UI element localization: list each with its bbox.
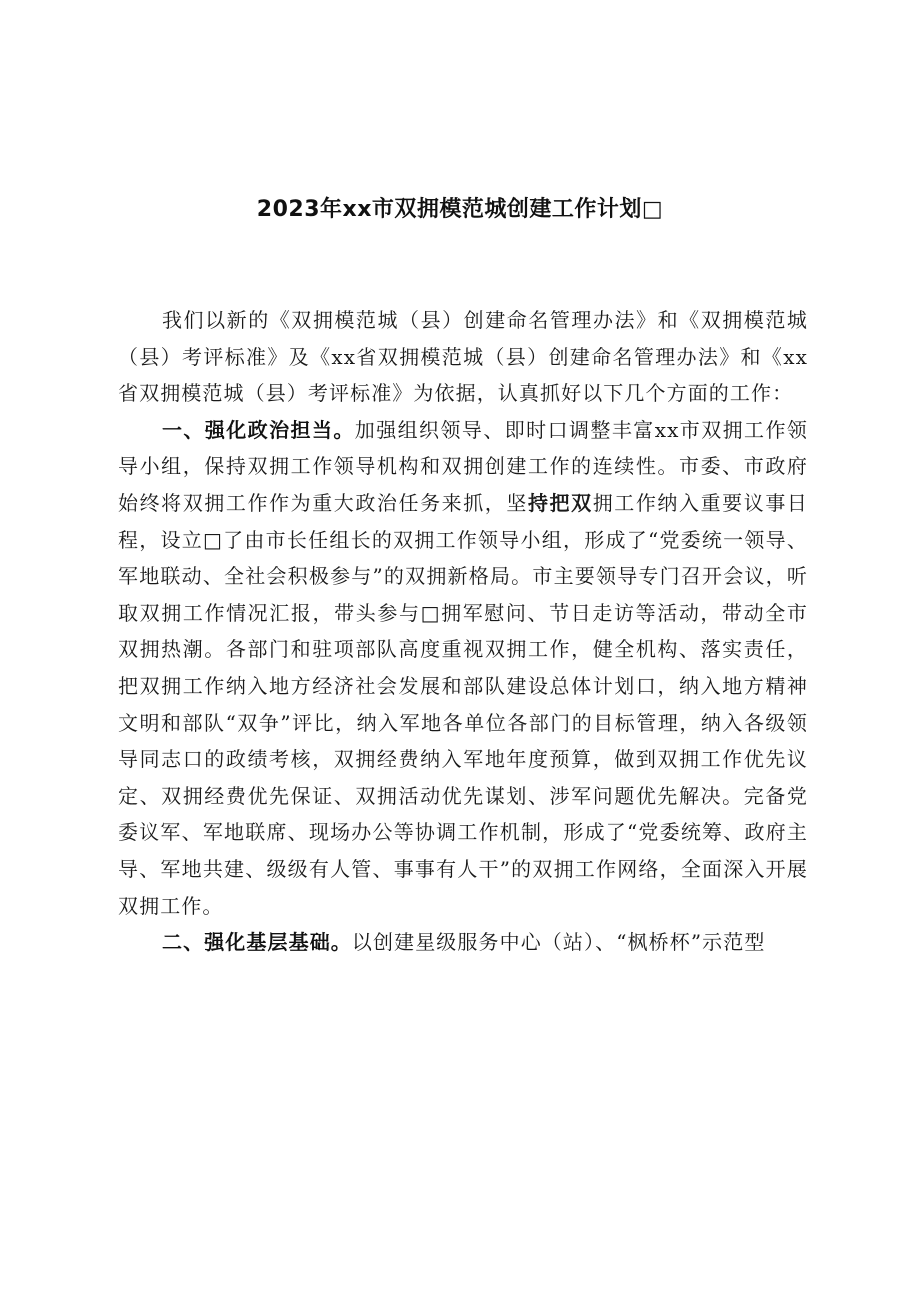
document-body: [118, 302, 808, 961]
intro-paragraph: 我们以新的《双拥模范城（县）创建命名管理办法》和《双拥模范城（县）考评标准》及《xx省双拥模范城（县）创建命名管理办法》和《xx省双拥模范城（县）考评标准》为依据，认真抓好以下几个方面的工作：: [118, 308, 808, 406]
section-1-text-b: 拥工作纳入重要议事日程，设立□了由市长任组长的双拥工作领导小组，形成了“党委统一领导、军地联动、全社会积极参与”的双拥新格局。市主要领导专门召开会议，听取双拥工作情况汇报，带头参与□拥军慰问、节日走访等活动，带动全市双拥热潮。各部门和驻项部队高度重视双拥工作，健全机构、落实责任，把双拥工作纳入地方经济社会发展和部队建设总体计划口，纳入地方精神文明和部队“双争”评比，纳入军地各单位各部门的目标管理，纳入各级领导同志口的政绩考核，双拥经费纳入军地年度预算，做到双拥工作优先议定、双拥经费优先保证、双拥活动优先谋划、涉军问题优先解决。完备党委议军、军地联席、现场办公等协调工作机制，形成了“党委统筹、政府主导、军地共建、级级有人管、事事有人干”的双拥工作网络，全面深入开展双拥工作。: [118, 490, 808, 918]
section-1-text-a: 加强组织领导、即时口调整丰富xx市双拥工作领导小组，保持双拥工作领导机构和双拥创建工作的连续性。市委、市政府始终将双拥工作作为重大政治任务来抓，坚: [118, 417, 808, 515]
section-1-heading: 一、强化政治担当。: [162, 417, 355, 442]
section-2-text: 以创建星级服务中心（站）、“枫桥杯”示范型: [351, 930, 766, 955]
section-2-heading: 二、强化基层基础。: [162, 930, 352, 955]
section-1-emphasis: 持把双: [527, 490, 593, 515]
section-1-paragraph: [118, 412, 808, 924]
document-title: 2023年xx市双拥模范城创建工作计划□: [256, 197, 664, 222]
section-2-paragraph: [118, 924, 808, 961]
